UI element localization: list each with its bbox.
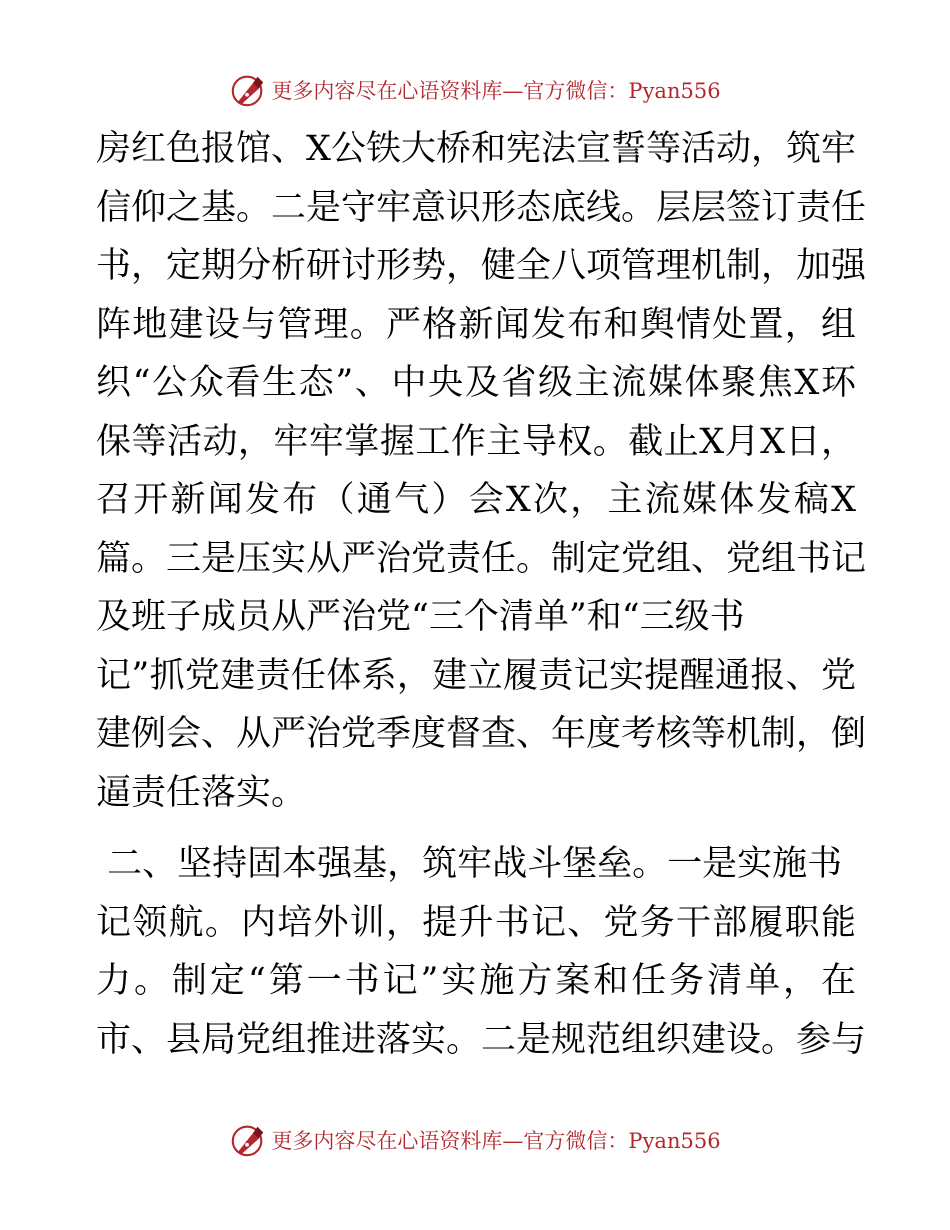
text-line: 房红色报馆、X公铁大桥和宪法宣誓等活动，筑牢 bbox=[96, 129, 856, 169]
header-watermark bbox=[0, 70, 950, 110]
text-line: 二、坚持固本强基，筑牢战斗堡垒。一是实施书 bbox=[96, 844, 843, 884]
text-line: 逼责任落实。 bbox=[96, 772, 307, 813]
text-line: 织“公众看生态”、中央及省级主流媒体聚焦X环 bbox=[96, 363, 856, 403]
text-line: 篇。三是压实从严治党责任。制定党组、党组书记 bbox=[96, 538, 867, 579]
pen-nib-logo-icon bbox=[229, 1121, 267, 1159]
footer-watermark bbox=[0, 1120, 950, 1160]
watermark-text: 更多内容尽在心语资料库—官方微信：Pyan556 bbox=[271, 79, 721, 103]
text-line: 信仰之基。二是守牢意识形态底线。层层签订责任 bbox=[96, 187, 867, 228]
paragraph-1 bbox=[96, 120, 867, 822]
text-line: 力。制定“第一书记”实施方案和任务清单，在 bbox=[96, 961, 856, 1001]
text-line: 市、县局党组推进落实。二是规范组织建设。参与 bbox=[96, 1019, 867, 1060]
text-line: 建例会、从严治党季度督查、年度考核等机制，倒 bbox=[96, 714, 867, 754]
text-line: 阵地建设与管理。严格新闻发布和舆情处置，组 bbox=[96, 304, 856, 345]
paragraph-2 bbox=[96, 835, 867, 1069]
text-line: 召开新闻发布（通气）会X次，主流媒体发稿X bbox=[96, 480, 856, 520]
text-line: 记领航。内培外训，提升书记、党务干部履职能 bbox=[96, 902, 856, 943]
text-line: 书，定期分析研讨形势，健全八项管理机制，加强 bbox=[96, 246, 867, 286]
text-line: 保等活动，牢牢掌握工作主导权。截止X月X日， bbox=[96, 421, 856, 462]
document-body bbox=[96, 120, 867, 1069]
watermark-text: 更多内容尽在心语资料库—官方微信：Pyan556 bbox=[271, 1129, 721, 1153]
pen-nib-logo-icon bbox=[229, 71, 267, 109]
text-line: 及班子成员从严治党“三个清单”和“三级书 bbox=[96, 597, 745, 637]
text-line: 记”抓党建责任体系，建立履责记实提醒通报、党 bbox=[96, 655, 856, 696]
